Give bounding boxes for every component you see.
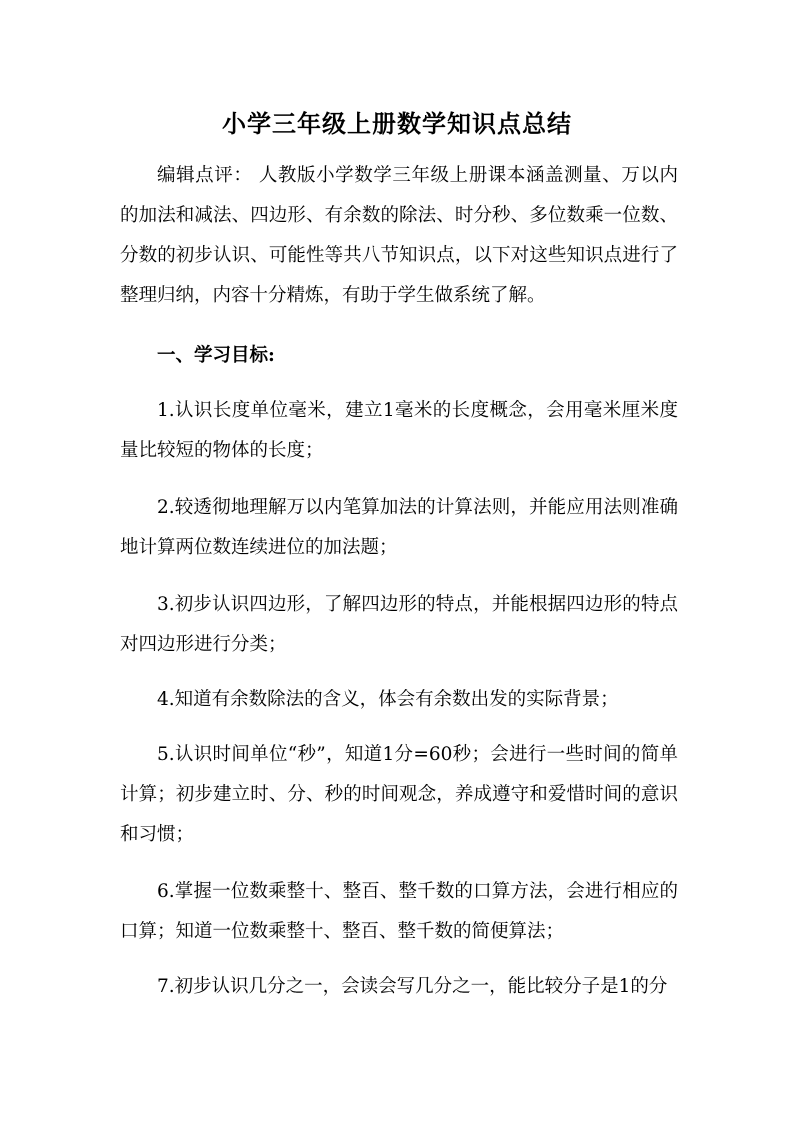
section-heading: 一、学习目标: [157, 345, 275, 366]
document-title: 小学三年级上册数学知识点总结 [222, 109, 572, 138]
goal-item-2: 2.较透彻地理解万以内笔算加法的计算法则，并能应用法则准确地计算两位数连续进位的加法题； [120, 497, 678, 558]
intro-paragraph: 编辑点评： 人教版小学数学三年级上册课本涵盖测量、万以内的加法和减法、四边形、有余数的除法、时分秒、多位数乘一位数、分数的初步认识、可能性等共八节知识点，以下对这些知识点进行了整理归纳，内容十分精炼，有助于学生做系统了解。 [120, 165, 678, 306]
goal-item-5: 5.认识时间单位“秒”，知道1分=60秒；会进行一些时间的简单计算；初步建立时、分、秒的时间观念，养成遵守和爱惜时间的意识和习惯； [120, 744, 678, 845]
goal-item-6: 6.掌握一位数乘整十、整百、整千数的口算方法，会进行相应的口算；知道一位数乘整十、整百、整千数的简便算法； [120, 881, 678, 942]
goal-item-1: 1.认识长度单位毫米，建立1毫米的长度概念，会用毫米厘米度量比较短的物体的长度； [120, 400, 678, 461]
goal-item-4: 4.知道有余数除法的含义，体会有余数出发的实际背景； [157, 689, 619, 710]
goal-item-7: 7.初步认识几分之一，会读会写几分之一，能比较分子是1的分 [157, 976, 668, 997]
goal-item-3: 3.初步认识四边形，了解四边形的特点，并能根据四边形的特点对四边形进行分类； [120, 594, 678, 655]
